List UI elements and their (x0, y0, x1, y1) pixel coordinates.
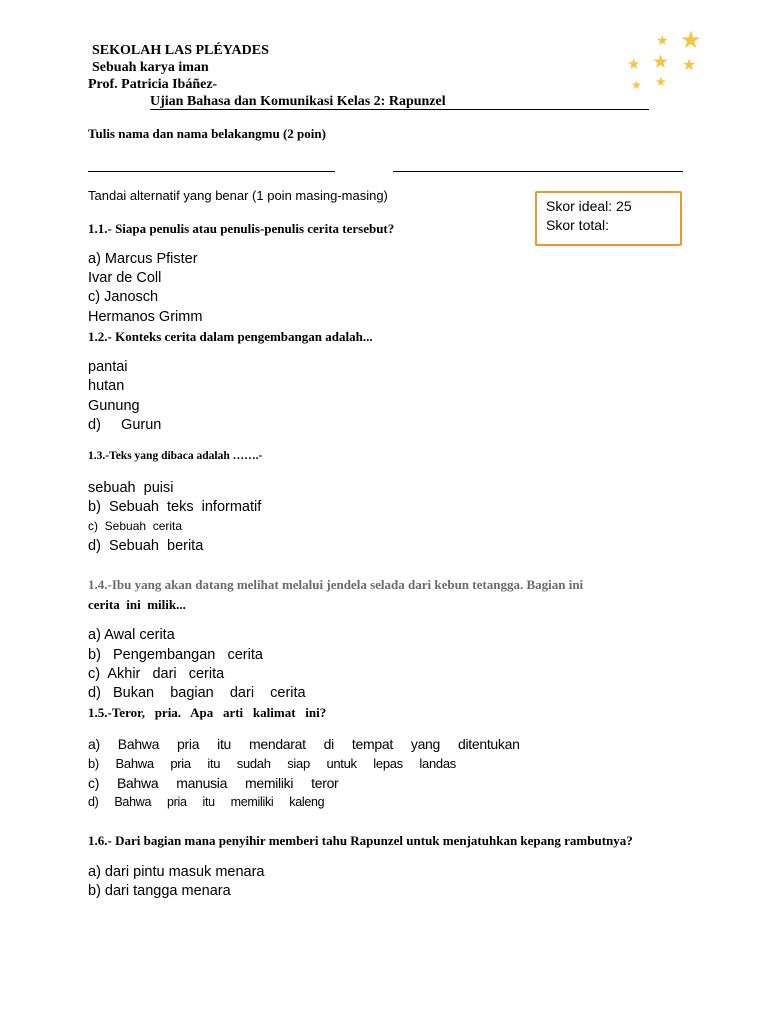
question-1-2: 1.2.- Konteks cerita dalam pengembangan adalah... (88, 329, 373, 344)
question-1-6: 1.6.- Dari bagian mana penyihir memberi tahu Rapunzel untuk menjatuhkan kepang rambutnya? (88, 833, 633, 848)
option-1-5-b[interactable]: b) Bahwa pria itu sudah siap untuk lepas landas (88, 756, 456, 771)
question-1-4-line-1: 1.4.-Ibu yang akan datang melihat melalui jendela selada dari kebun tetangga. Bagian ini (88, 577, 584, 592)
option-1-3-d[interactable]: d) Sebuah berita (88, 538, 204, 554)
name-prompt: Tulis nama dan nama belakangmu (2 poin) (88, 126, 326, 141)
option-1-5-d[interactable]: d) Bahwa pria itu memiliki kaleng (88, 795, 325, 809)
option-1-4-d[interactable]: d) Bukan bagian dari cerita (88, 685, 306, 701)
option-1-5-c[interactable]: c) Bahwa manusia memiliki teror (88, 775, 339, 791)
total-score: Skor total: (546, 217, 610, 233)
option-1-6-b[interactable]: b) dari tangga menara (88, 883, 231, 899)
school-name: SEKOLAH LAS PLÉYADES (92, 43, 269, 58)
question-1-1: 1.1.- Siapa penulis atau penulis-penulis cerita tersebut? (88, 221, 395, 236)
first-name-line[interactable] (88, 171, 335, 172)
option-1-2-b[interactable]: hutan (88, 378, 125, 394)
teacher-name: Prof. Patricia Ibáñez- (88, 77, 218, 92)
option-1-1-c[interactable]: c) Janosch (88, 289, 159, 305)
question-1-4-line-2: cerita ini milik... (88, 597, 186, 612)
score-box (535, 191, 682, 246)
question-1-5: 1.5.-Teror, pria. Apa arti kalimat ini? (88, 705, 327, 720)
option-1-6-a[interactable]: a) dari pintu masuk menara (88, 864, 265, 880)
option-1-2-d[interactable]: d) Gurun (88, 417, 162, 433)
option-1-2-c[interactable]: Gunung (88, 398, 140, 414)
option-1-1-b[interactable]: Ivar de Coll (88, 270, 162, 286)
option-1-1-a[interactable]: a) Marcus Pfister (88, 251, 198, 267)
last-name-line[interactable] (393, 171, 683, 172)
option-1-4-c[interactable]: c) Akhir dari cerita (88, 666, 225, 682)
option-1-1-d[interactable]: Hermanos Grimm (88, 309, 203, 325)
option-1-3-c[interactable]: c) Sebuah cerita (88, 519, 183, 533)
option-1-3-b[interactable]: b) Sebuah teks informatif (88, 499, 262, 515)
option-1-3-a[interactable]: sebuah puisi (88, 480, 174, 496)
ideal-score: Skor ideal: 25 (546, 198, 632, 214)
option-1-5-a[interactable]: a) Bahwa pria itu mendarat di tempat yang ditentukan (88, 736, 520, 752)
title-underline (150, 109, 649, 110)
question-1-3: 1.3.-Teks yang dibaca adalah …….- (88, 450, 263, 462)
instruction-text: Tandai alternatif yang benar (1 poin masing-masing) (88, 188, 388, 203)
option-1-4-a[interactable]: a) Awal cerita (88, 627, 175, 643)
option-1-2-a[interactable]: pantai (88, 359, 128, 375)
option-1-4-b[interactable]: b) Pengembangan cerita (88, 647, 263, 663)
exam-title: Ujian Bahasa dan Komunikasi Kelas 2: Rapunzel (150, 94, 446, 109)
school-motto: Sebuah karya iman (92, 60, 209, 75)
